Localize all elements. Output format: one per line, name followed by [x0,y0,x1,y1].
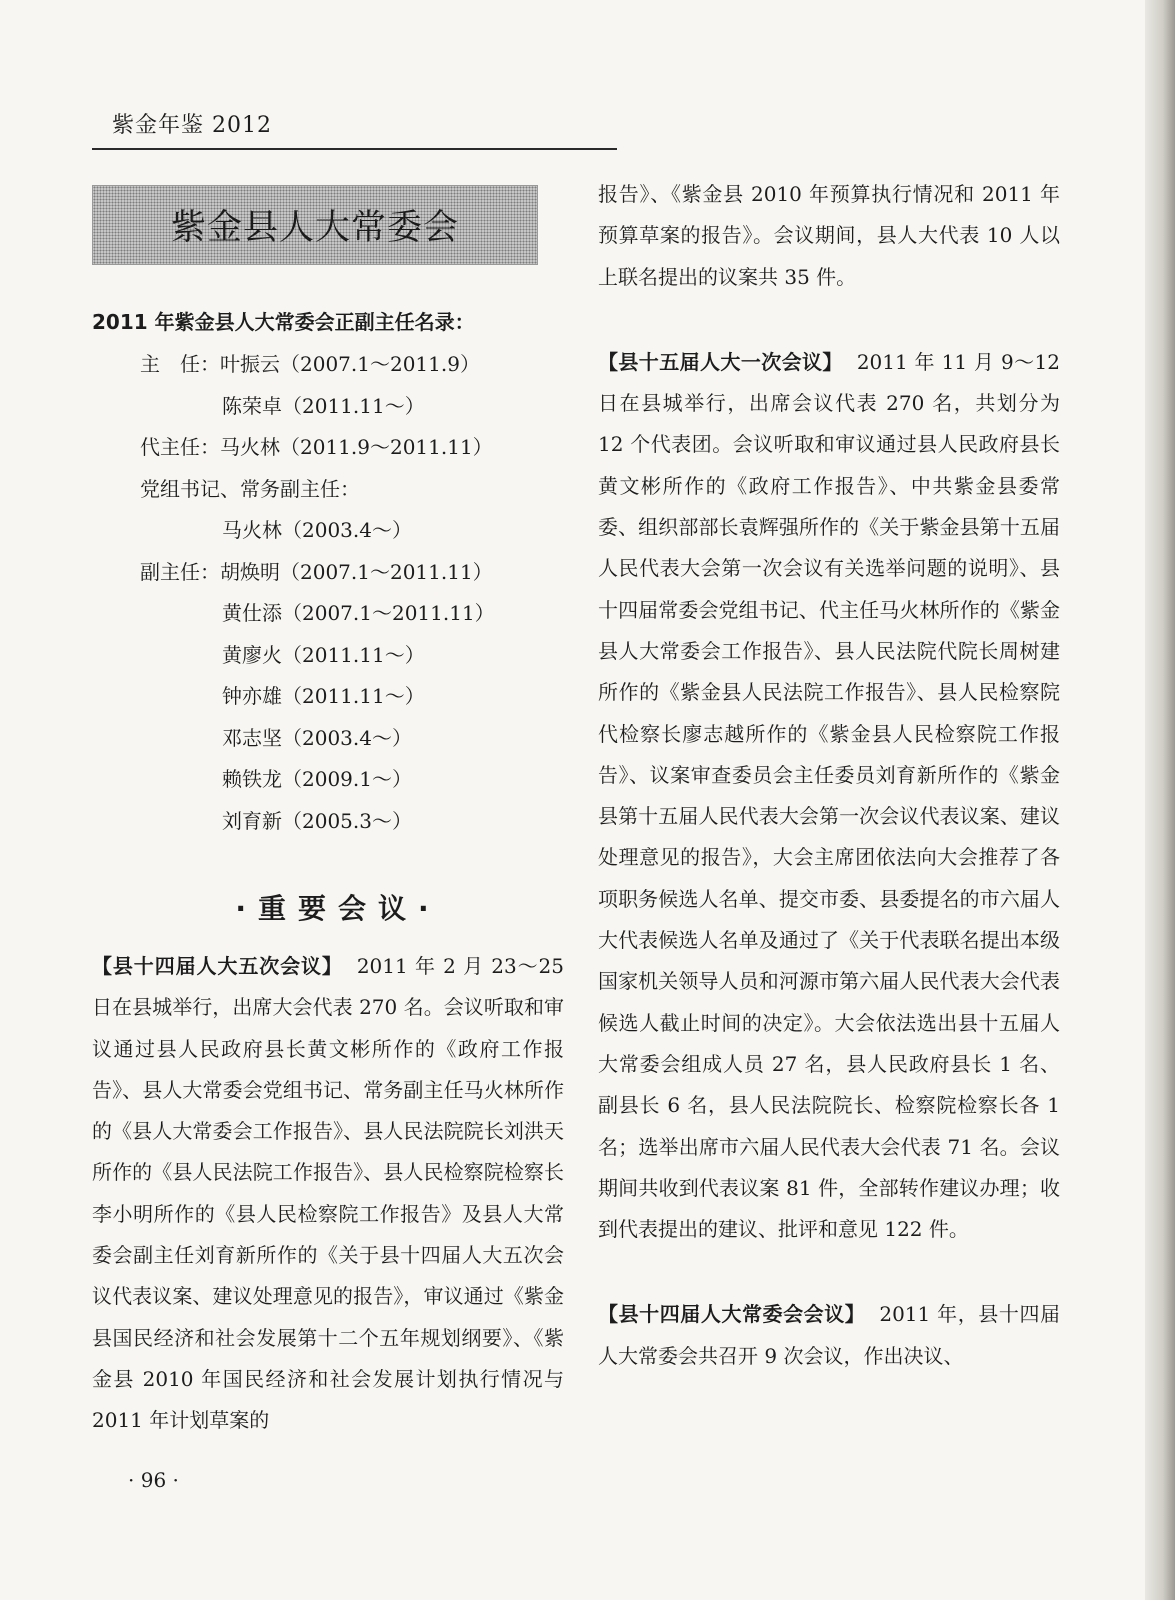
left-column [92,302,564,1442]
roster-line: 代主任：马火林（2011.9～2011.11） [140,435,493,459]
running-header: 紫金年鉴 2012 [112,113,272,138]
roster-line: 黄廖火（2011.11～） [222,642,425,667]
roster-line: 赖铁龙（2009.1～） [222,767,412,791]
meeting-text: 2011 年 2 月 23～25 日在县城举行，出席大会代表 270 名。会议听取和审议通过县人民政府县长黄文彬所作的《政府工作报告》、县人大常委会党组书记、常务副主任马火林所作的《县人大常委会工作报告》、县人民法院院长刘洪天所作的《县人民法院工作报告》、县人民检察院检察长李小明所作的《县人民检察院工作报告》及县人大常委会副主任刘育新所作的《关于县十四届人大五次会议代表议案、建议处理意见的报告》，审议通过《紫金县国民经济和社会发展第十二个五年规划纲要》、《紫金县 2010 年国民经济和社会发展计划执行情况与 2011 年计划草案的 [92,954,564,1433]
binding-shadow [1145,0,1175,1600]
meeting-paragraph [598,1294,1060,1377]
roster-line: 刘育新（2005.3～） [222,808,412,833]
right-column [598,174,1060,1377]
section-title: 紫金县人大常委会 [170,208,459,248]
roster-line: 钟亦雄（2011.11～） [222,684,425,708]
meeting-title: 【县十四届人大常委会会议】 [598,1302,866,1327]
roster-heading: 2011 年紫金县人大常委会正副主任名录： [92,310,475,334]
roster-line: 马火林（2003.4～） [222,518,412,542]
roster-line: 副主任：胡焕明（2007.1～2011.11） [140,559,493,584]
meeting-paragraph [598,342,1060,1251]
meeting-title: 【县十五届人大一次会议】 [598,349,843,374]
page-number: · 96 · [128,1468,179,1492]
meeting-text: 2011 年 11 月 9～12 日在县城举行，出席会议代表 270 名，共划分为 12 个代表团。会议听取和审议通过县人民政府县长黄文彬所作的《政府工作报告》、中共紫金县委常委、组织部部长袁辉强所作的《关于紫金县第十五届人民代表大会第一次会议有关选举问题的说明》、县十四届常委会党组书记、代主任马火林所作的《紫金县人大常委会工作报告》、县人民法院代院长周树建所作的《紫金县人民法院工作报告》、县人民检察院代检察长廖志越所作的《紫金县人民检察院工作报告》、议案审查委员会主任委员刘育新所作的《紫金县第十五届人民代表大会第一次会议代表议案、建议处理意见的报告》，大会主席团依法向大会推荐了各项职务候选人名单、提交市委、县委提名的市六届人大代表候选人名单及通过了《关于代表联名提出本级国家机关领导人员和河源市第六届人民代表大会代表候选人截止时间的决定》。大会依法选出县十五届人大常委会组成人员 27 名，县人民政府县长 1 名、副县长 6 名，县人民法院院长、检察院检察长各 1 名；选举出席市六届人民代表大会代表 71 名。会议期间共收到代表议案 81 件，全部转作建议办理；收到代表提出的建议、批评和意见 122 件。 [598,349,1060,1242]
roster-line: 陈荣卓（2011.11～） [222,393,425,418]
meeting-paragraph [92,946,564,1442]
header-rule [92,148,617,150]
roster-line: 黄仕添（2007.1～2011.11） [222,601,495,625]
meetings-heading: ·重要会议· [235,892,441,925]
meeting-paragraph-continued: 报告》、《紫金县 2010 年预算执行情况和 2011 年预算草案的报告》。会议期间，县人大代表 10 人以上联名提出的议案共 35 件。 [598,182,1060,289]
roster-line: 邓志坚（2003.4～） [222,725,412,750]
roster-line: 党组书记、常务副主任： [140,476,360,501]
meeting-title: 【县十四届人大五次会议】 [92,954,343,978]
roster-line: 主 任：叶振云（2007.1～2011.9） [140,352,480,376]
meeting-text: 2011 年，县十四届人大常委会共召开 9 次会议，作出决议、 [598,1302,1061,1368]
section-title-box [92,185,538,265]
